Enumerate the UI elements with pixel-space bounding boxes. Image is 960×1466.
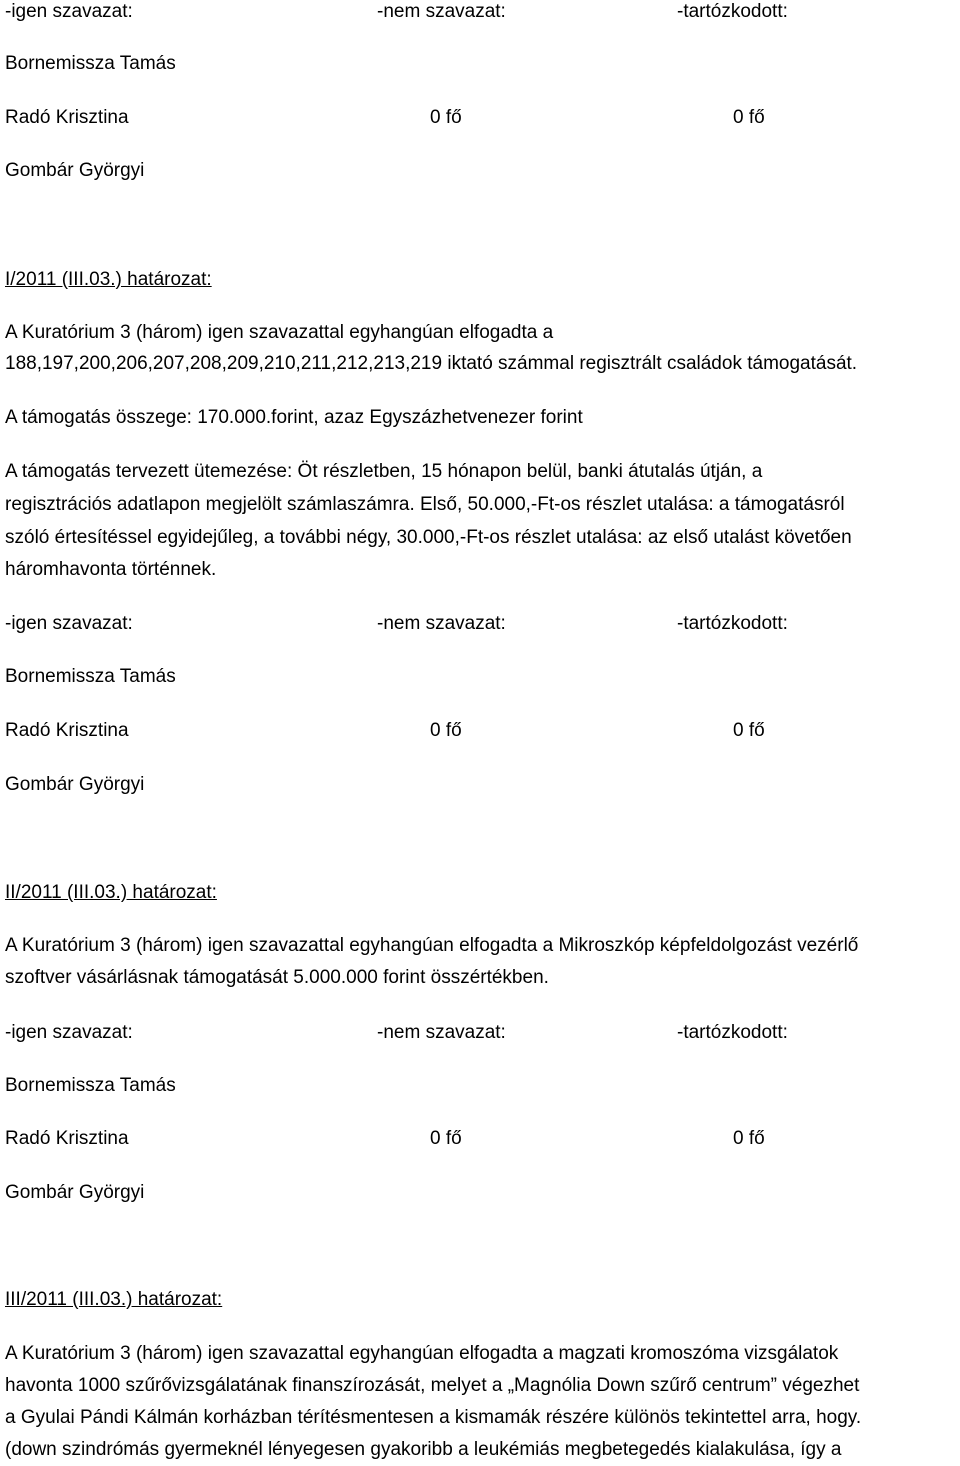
voter-row — [5, 52, 957, 76]
resolution-heading: III/2011 (III.03.) határozat: — [5, 1289, 223, 1310]
vote-header-row — [5, 612, 957, 636]
schedule-text: A támogatás tervezett ütemezése: Öt részletben, 15 hónapon belül, banki átutalás útján, a — [5, 461, 763, 482]
abstain-label: -tartózkodott: — [677, 613, 788, 634]
resolution-heading: I/2011 (III.03.) határozat: — [5, 269, 212, 290]
abstain-count: 0 fő — [733, 720, 765, 741]
resolution-text: havonta 1000 szűrővizsgálatának finanszírozását, melyet a „Magnólia Down szűrő centrum” végezhet — [5, 1375, 860, 1396]
voter-name: Radó Krisztina — [5, 1128, 129, 1149]
schedule-text: szóló értesítéssel egyidejűleg, a további négy, 30.000,-Ft-os részlet utalása: az első utalást követően — [5, 527, 852, 548]
resolution-heading: II/2011 (III.03.) határozat: — [5, 882, 217, 903]
resolution-text: A Kuratórium 3 (három) igen szavazattal egyhangúan elfogadta a magzati kromoszóma vizsgálatok — [5, 1343, 839, 1364]
voter-name: Gombár Györgyi — [5, 1182, 145, 1203]
resolution-text: A Kuratórium 3 (három) igen szavazattal egyhangúan elfogadta a — [5, 322, 554, 343]
yes-vote-label: -igen szavazat: — [5, 1, 133, 22]
no-vote-label: -nem szavazat: — [377, 1022, 506, 1043]
abstain-label: -tartózkodott: — [677, 1, 788, 22]
voter-name: Bornemissza Tamás — [5, 53, 176, 74]
resolution-text: 188,197,200,206,207,208,209,210,211,212,213,219 iktató számmal regisztrált családok támogatását. — [5, 353, 858, 374]
voter-row — [5, 719, 957, 743]
schedule-text: háromhavonta történnek. — [5, 559, 217, 580]
voter-name: Bornemissza Tamás — [5, 666, 176, 687]
no-vote-count: 0 fő — [430, 107, 462, 128]
voter-row — [5, 1181, 957, 1205]
voter-name: Gombár Györgyi — [5, 160, 145, 181]
voter-row — [5, 1074, 957, 1098]
yes-vote-label: -igen szavazat: — [5, 613, 133, 634]
no-vote-count: 0 fő — [430, 1128, 462, 1149]
voter-row — [5, 159, 957, 183]
resolution-text: szoftver vásárlásnak támogatását 5.000.000 forint összértékben. — [5, 967, 549, 988]
no-vote-count: 0 fő — [430, 720, 462, 741]
no-vote-label: -nem szavazat: — [377, 613, 506, 634]
abstain-count: 0 fő — [733, 1128, 765, 1149]
voter-name: Radó Krisztina — [5, 720, 129, 741]
no-vote-label: -nem szavazat: — [377, 1, 506, 22]
support-amount: A támogatás összege: 170.000.forint, azaz Egyszázhetvenezer forint — [5, 407, 583, 428]
yes-vote-label: -igen szavazat: — [5, 1022, 133, 1043]
schedule-text: regisztrációs adatlapon megjelölt számlaszámra. Első, 50.000,-Ft-os részlet utalása: a támogatásról — [5, 494, 845, 515]
voter-row — [5, 106, 957, 130]
voter-name: Bornemissza Tamás — [5, 1075, 176, 1096]
resolution-text: A Kuratórium 3 (három) igen szavazattal egyhangúan elfogadta a Mikroszkóp képfeldolgozást vezérlő — [5, 935, 859, 956]
voter-name: Radó Krisztina — [5, 107, 129, 128]
abstain-count: 0 fő — [733, 107, 765, 128]
resolution-text: a Gyulai Pándi Kálmán korházban térítésmentesen a kismamák részére különös tekintettel arra, hogy. — [5, 1407, 862, 1428]
voter-row — [5, 665, 957, 689]
vote-header-row — [5, 0, 957, 24]
abstain-label: -tartózkodott: — [677, 1022, 788, 1043]
voter-name: Gombár Györgyi — [5, 774, 145, 795]
voter-row — [5, 773, 957, 797]
voter-row — [5, 1127, 957, 1151]
vote-header-row — [5, 1021, 957, 1045]
resolution-text: (down szindrómás gyermeknél lényegesen gyakoribb a leukémiás megbetegedés kialakulása, így a — [5, 1439, 842, 1460]
